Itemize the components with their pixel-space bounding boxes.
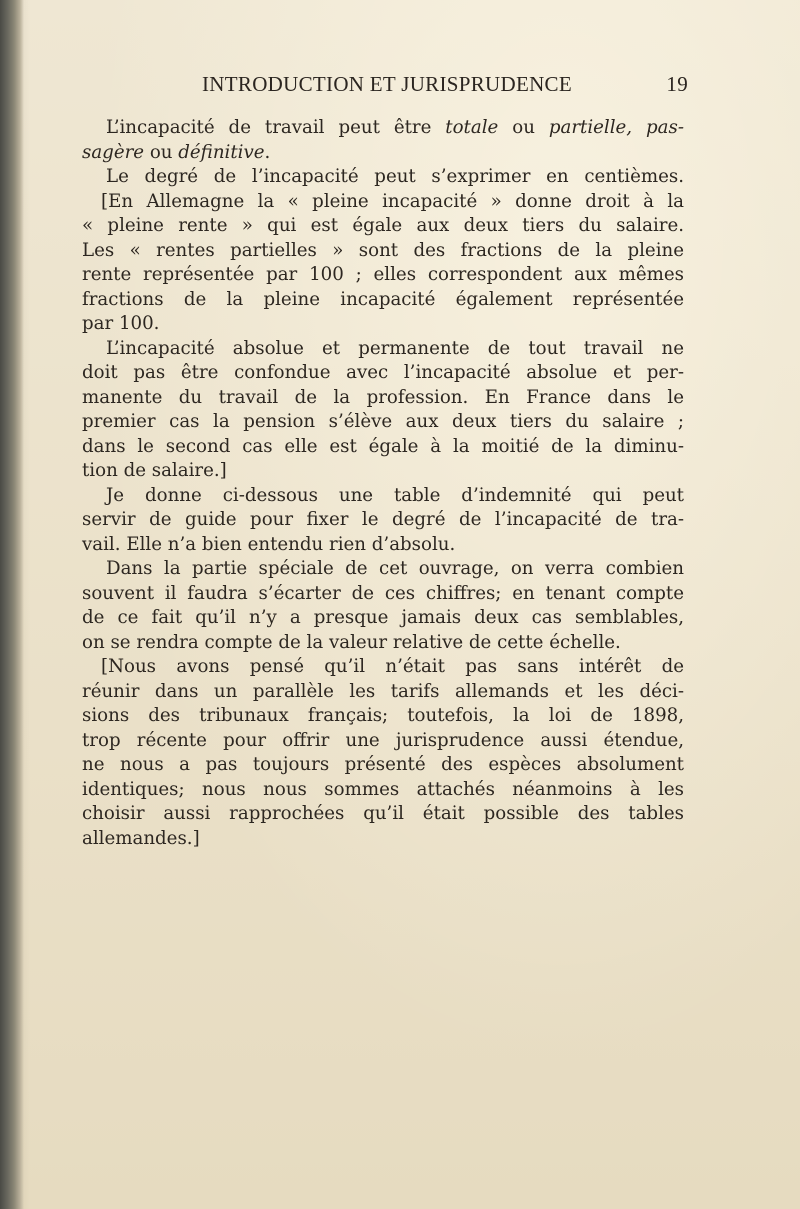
text-line: servir de guide pour fixer le degré de l’incapacité de tra- (82, 509, 684, 530)
text-line: fractions de la pleine incapacité également représentée (82, 288, 684, 310)
text-line: [Nous avons pensé qu’il n’était pas sans intérêt de (101, 656, 684, 677)
page-number: 19 (666, 72, 688, 96)
text-line: choisir aussi rapprochées qu’il était possible des tables (82, 803, 684, 824)
text-line: de ce fait qu’il n’y a presque jamais deux cas semblables, (82, 607, 684, 628)
running-head (200, 72, 688, 100)
text-line: sagère ou définitive. (82, 141, 271, 163)
text-line: « pleine rente » qui est égale aux deux tiers du salaire. (82, 215, 684, 236)
text-line: L’incapacité absolue et permanente de tout travail ne (106, 337, 684, 359)
text-line: dans le second cas elle est égale à la moitié de la diminu- (82, 435, 684, 457)
text-line: identiques; nous nous sommes attachés néanmoins à les (82, 778, 684, 800)
text-line: premier cas la pension s’élève aux deux tiers du salaire ; (82, 411, 684, 432)
text-line: tion de salaire.] (82, 460, 227, 481)
book-binding-edge (0, 0, 24, 1209)
text-line: Le degré de l’incapacité peut s’exprimer en centièmes. (106, 166, 684, 187)
text-line: manente du travail de la profession. En France dans le (82, 386, 684, 408)
text-line: doit pas être confondue avec l’incapacité absolue et per- (82, 362, 684, 383)
text-line: Les « rentes partielles » sont des fractions de la pleine (82, 239, 684, 261)
text-line: réunir dans un parallèle les tarifs allemands et les déci- (82, 680, 684, 702)
text-line: allemandes.] (82, 827, 200, 849)
text-line: sions des tribunaux français; toutefois, la loi de 1898, (82, 705, 684, 726)
text-line: ne nous a pas toujours présenté des espèces absolument (82, 754, 684, 775)
text-line: Je donne ci-dessous une table d’indemnité qui peut (106, 484, 684, 506)
text-line: trop récente pour offrir une jurisprudence aussi étendue, (82, 729, 684, 751)
running-title: INTRODUCTION ET JURISPRUDENCE (202, 72, 572, 96)
text-line: L’incapacité de travail peut être totale ou partielle, pas- (106, 117, 684, 138)
text-line: on se rendra compte de la valeur relative de cette échelle. (82, 631, 621, 653)
text-line: vail. Elle n’a bien entendu rien d’absolu. (82, 533, 456, 555)
text-line: Dans la partie spéciale de cet ouvrage, on verra combien (106, 558, 684, 579)
text-line: rente représentée par 100 ; elles correspondent aux mêmes (82, 264, 684, 285)
text-line: par 100. (82, 313, 160, 334)
body-text (82, 116, 684, 851)
text-line: souvent il faudra s’écarter de ces chiffres; en tenant compte (82, 582, 684, 604)
text-line: [En Allemagne la « pleine incapacité » donne droit à la (101, 190, 684, 212)
